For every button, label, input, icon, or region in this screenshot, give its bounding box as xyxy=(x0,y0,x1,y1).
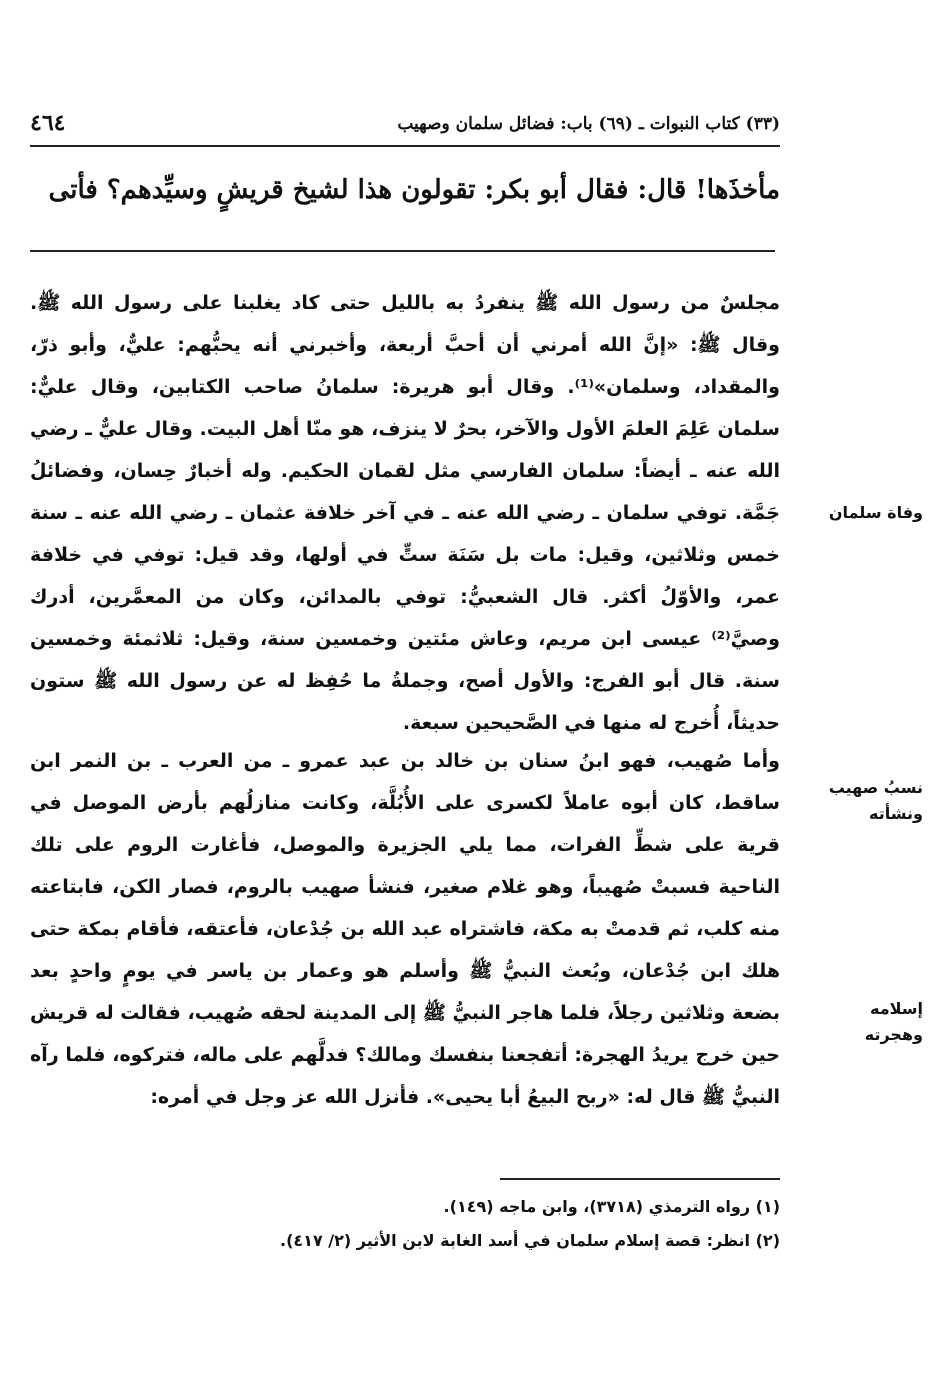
page-number: ٤٦٤ xyxy=(30,110,66,136)
margin-note-suhayb-conversion: إسلامه وهجرته xyxy=(864,999,923,1044)
margin-note-suhayb-lineage: نسبُ صهيب ونشأته xyxy=(828,778,923,823)
carry-over-line: مأخذَها! قال: فقال أبو بكر: تقولون هذا لشيخ قريشٍ وسيِّدهم؟ فأتى xyxy=(48,175,780,205)
footnotes xyxy=(30,1190,780,1258)
section-divider xyxy=(30,250,775,252)
page-header xyxy=(30,110,780,142)
paragraph-suhayb: وأما صُهيب، فهو ابنُ سنان بن خالد بن عبد عمرو ـ من العرب ـ بن النمر ابن ساقط، كان أبوه عاملاً لكسرى على الأُبُلَّة، وكانت منازلُهم بأرض الموصل في قرية على شطِّ الفرات، مما يلي الجزيرة والموصل، فأغارت الروم على تلك الناحية فسبتْ صُهيباً، وهو غلام صغير، فنشأ صهيب بالروم، فصار الكن، فابتاعته منه كلب، ثم قدمتْ به مكة، فاشتراه عبد الله بن جُدْعان، فأعتقه، فأقام بمكة حتى هلك ابن جُدْعان، وبُعث النبيُّ ﷺ وأسلم هو وعمار بن ياسر في يومٍ واحدٍ بعد بضعة وثلاثين رجلاً، فلما هاجر النبيُّ ﷺ إلى المدينة لحقه صُهيب، فقالت له قريش حين خرج يريدُ الهجرة: أتفجعنا بنفسك ومالك؟ فدلَّهم على ماله، فتركوه، فلما رآه النبيُّ ﷺ قال له: «ربح البيعُ أبا يحيى». فأنزل الله عز وجل في أمره: xyxy=(30,750,780,1108)
footnote-rule xyxy=(500,1178,780,1180)
paragraph-salman: مجلسٌ من رسول الله ﷺ ينفردُ به بالليل حتى كاد يغلبنا على رسول الله ﷺ. وقال ﷺ: «إنَّ الله أمرني أن أحبَّ أربعة، وأخبرني أنه يحبُّهم: عليٌّ، وأبو ذرّ، والمقداد، وسلمان»⁽¹⁾. وقال أبو هريرة: سلمانُ صاحب الكتابين، وقال عليٌّ: سلمان عَلِمَ العلمَ الأول والآخر، بحرٌ لا ينزف، هو منّا أهل البيت. وقال عليٌّ ـ رضي الله عنه ـ أيضاً: سلمان الفارسي مثل لقمان الحكيم. وله أخبارٌ حِسان، وفضائلُ جَمَّة. توفي سلمان ـ رضي الله عنه ـ في آخر خلافة عثمان ـ رضي الله عنه ـ سنة خمس وثلاثين، وقيل: مات بل سَنَة ستٍّ في أولها، وقد قيل: توفي في خلافة عمر، والأوّلُ أكثر. قال الشعبيُّ: توفي بالمدائن، وكان من المعمَّرين، أدرك وصيَّ⁽²⁾ عيسى ابن مريم، وعاش مئتين وخمسين سنة، وقيل: ثلاثمئة وخمسين سنة. قال أبو الفرج: والأول أصح، وجملةُ ما حُفِظ له عن رسول الله ﷺ ستون حديثاً، أُخرج له منها في الصَّحيحين سبعة. xyxy=(30,292,780,734)
footnote-1: (١) رواه الترمذي (٣٧١٨)، وابن ماجه (١٤٩). xyxy=(443,1197,780,1216)
footnote-2: (٢) انظر: قصة إسلام سلمان في أسد الغابة لابن الأثير (٢/ ٤١٧). xyxy=(280,1231,780,1250)
header-rule xyxy=(30,145,780,147)
running-title: (٣٣) كتاب النبوات ـ (٦٩) باب: فضائل سلمان وصهيب xyxy=(397,114,780,134)
margin-note-salman-death: وفاة سلمان xyxy=(828,503,923,522)
